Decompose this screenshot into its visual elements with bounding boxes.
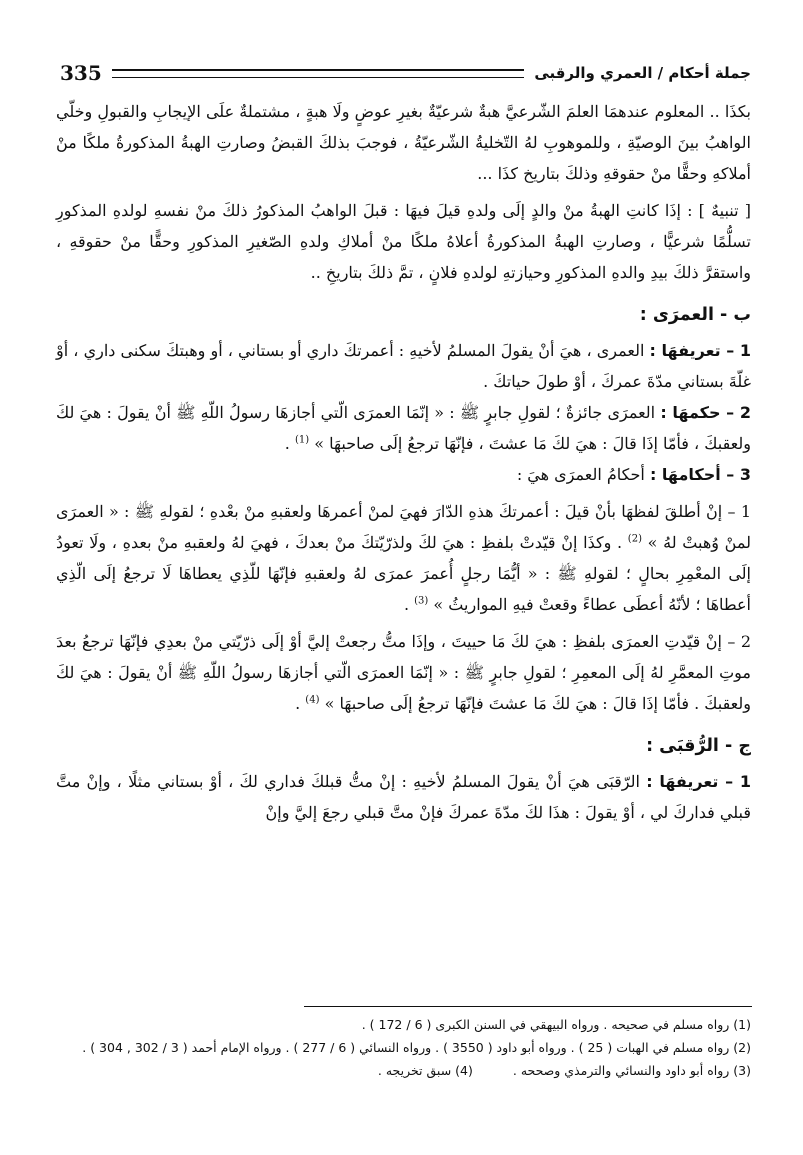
umra-rules-text: أحكامُ العمرَى هيَ : <box>516 465 645 484</box>
footnote-separator <box>304 1006 752 1007</box>
body-text <box>56 96 751 828</box>
umra-rule-2-text: 2 – إنْ قيّدتِ العمرَى بلفظِ : هيَ لكَ مَا حييتَ ، وإذَا متُّ رجعتْ إليَّ أوْ إلَى ذرّيّتي منْ بعدِي فإنّهَا ترجعُ بعدَ موتِ المعمَّرِ لهُ إلَى المعمِرِ ؛ لقولِ جابرٍ ﷺ : « إنّمَا العمرَى الّتي أجازهَا رسولُ اللّهِ ﷺ أنْ يقولَ : هيَ لكَ ولعقبكَ . فأمّا إذَا قالَ : هيَ لكَ مَا عشتَ فإنّهَا ترجعُ إلَى صاحبهَا » <box>56 632 751 713</box>
umra-ruling-lead: 2 – حكمهَا : <box>660 403 751 422</box>
umra-rule-2: 2 – إنْ قيّدتِ العمرَى بلفظِ : هيَ لكَ مَا حييتَ ، وإذَا متُّ رجعتْ إليَّ أوْ إلَى ذرّيّتي منْ بعدِي فإنّهَا ترجعُ بعدَ موتِ المعمَّرِ لهُ إلَى المعمِرِ ؛ لقولِ جابرٍ ﷺ : « إنّمَا العمرَى الّتي أجازهَا رسولُ اللّهِ ﷺ أنْ يقولَ : هيَ لكَ ولعقبكَ . فأمّا إذَا قالَ : هيَ لكَ مَا عشتَ فإنّهَا ترجعُ إلَى صاحبهَا » $^{(4)}$ . <box>56 632 751 713</box>
intro-paragraph: بكذَا .. المعلوم عندهمَا العلمَ الشّرعيَّ هبةٌ شرعيّةٌ بغيرِ عوضٍ ولَا هبةٍ ، مشتملةٌ علَى الإيجابِ والقبولِ وخلّي الواهبُ بينَ الوصيّةِ ، وللموهوبِ لهُ التّخليةُ الشّرعيّةُ ، فوجبَ بذلكَ القبضُ وصارتِ الهبةُ المذكورةُ ملكًا منْ أملاكهِ وحقًّا منْ حقوقهِ وذلكَ بتاريخ كذَا ... <box>56 102 751 183</box>
header-rule <box>112 69 525 78</box>
footnote-row-3-4 <box>56 1059 751 1082</box>
footnote-1: (1) رواه مسلم في صحيحه . ورواه البيهقي في السنن الكبرى ( 6 / 172 ) . <box>361 1017 751 1032</box>
footnote-ref-3: (3) <box>414 595 429 607</box>
umra-ruling-text: العمرَى جائزةٌ ؛ لقولِ جابرٍ ﷺ : « إنّمَا العمرَى الّتي أجازهَا رسولُ اللّهِ ﷺ أنْ يقولَ : هيَ لكَ ولعقبكَ ، فأمّا إذَا قالَ : هيَ لكَ مَا عشتَ ، فإنّهَا ترجعُ إلَى صاحبهَا » <box>56 403 751 453</box>
umra-rule-1-text-b: . وكذَا إنْ قيّدتْ بلفظِ : هيَ لكَ ولذرّيّتكَ منْ بعدكَ ، فهيَ لهُ ولعقبهِ منْ بعدهِ ، ولَا تعودُ إلَى المعْمِرِ بحالٍ ؛ لقولهِ ﷺ : « أيُّمَا رجلٍ أُعمرَ عمرَى لهُ ولعقبهِ فإنّهَا للّذِي يعطاهَا لَا ترجعُ إلَى الّذِي أعطاهَا ؛ لأنّهُ أعطَى عطاءً وقعتْ فيهِ المواريثُ » <box>56 533 751 614</box>
umra-rule-1: 1 – إنْ أطلقَ لفظهَا بأنْ قيلَ : أعمرتكَ هذهِ الدّارَ فهيَ لمنْ أعمرهَا ولعقبهِ منْ بعْدهِ ؛ لقولهِ ﷺ : « العمرَى لمنْ وُهبتْ لهُ » $^{(2)}$ . وكذَا إنْ قيّدتْ بلفظِ : هيَ لكَ ولذرّيّتكَ منْ بعدكَ ، فهيَ لهُ ولعقبهِ منْ بعدهِ ، ولَا تعودُ إلَى المعْمِرِ بحالٍ ؛ لقولهِ ﷺ : « أيُّمَا رجلٍ أُعمرَ عمرَى لهُ ولعقبهِ فإنّهَا للّذِي يعطاهَا لَا ترجعُ إلَى الّذِي أعطاهَا ؛ لأنّهُ أعطَى عطاءً وقعتْ فيهِ المواريثُ » $^{(3)}$ . <box>56 502 751 614</box>
ruqba-definition-lead: 1 – تعريفهَا : <box>646 772 752 791</box>
footnote-ref-2: (2) <box>627 533 642 545</box>
notice-paragraph: [ تنبيهٌ ] : إذَا كانتِ الهبةُ منْ والدٍ إلَى ولدهِ قيلَ فيهَا : قبلَ الواهبُ المذكورُ ذلكَ منْ نفسهِ لولدهِ المذكورِ تسلُّمًا شرعيًّا ، وصارتِ الهبةُ المذكورةُ أعلاهُ ملكًا منْ أملاكِ ولدهِ الصّغيرِ المذكورِ وحقًّا منْ حقوقهِ ، واستقرَّ ذلكَ بيدِ والدهِ المذكورِ وحيازتهِ لولدهِ فلانٍ ، تمَّ ذلكَ بتاريخِ .. <box>56 201 751 282</box>
umra-definition-text: العمرى ، هيَ أنْ يقولَ المسلمُ لأخيهِ : أعمرتكَ داري أو بستاني ، أو وهبتكَ سكنى داري ، أوْ غلّةَ بستاني مدّةَ عمركَ ، أوْ طولَ حياتكَ . <box>56 341 751 391</box>
footnote-ref-1: (1) <box>294 434 310 446</box>
footnote-ref-4: (4) <box>305 694 320 706</box>
ruqba-heading: ج - الرُّقبَى : <box>646 736 751 756</box>
umra-definition-lead: 1 – تعريفهَا : <box>649 341 751 360</box>
running-header <box>60 56 751 90</box>
footnote-2: (2) رواه مسلم في الهبات ( 25 ) . ورواه أبو داود ( 3550 ) . ورواه النسائي ( 6 / 277 ) . ورواه الإمام أحمد ( 3 / 302 , 304 ) . <box>82 1040 751 1055</box>
umra-rules <box>56 459 751 490</box>
page-number: 335 <box>60 61 102 85</box>
umra-rule-1-text: 1 – إنْ أطلقَ لفظهَا بأنْ قيلَ : أعمرتكَ هذهِ الدّارَ فهيَ لمنْ أعمرهَا ولعقبهِ منْ بعْدهِ ؛ لقولهِ ﷺ : « العمرَى لمنْ وُهبتْ لهُ » <box>56 502 751 552</box>
footnote-4: (4) سبق تخريجه . <box>377 1063 473 1078</box>
ruqba-definition <box>56 766 751 828</box>
ruqba-definition-text: الرّقبَى هيَ أنْ يقولَ المسلمُ لأخيهِ : إنْ متُّ قبلكَ فداري لكَ ، أوْ بستاني مثلًا ، وإنْ متَّ قبلي فداركَ لي ، أوْ يقولَ : هذَا لكَ مدّةَ عمركَ فإنْ متَّ قبلي رجعَ إليَّ وإنْ <box>56 772 751 822</box>
umra-heading: ب - العمرَى : <box>639 305 751 325</box>
umra-ruling: 2 – حكمهَا : العمرَى جائزةٌ ؛ لقولِ جابرٍ ﷺ : « إنّمَا العمرَى الّتي أجازهَا رسولُ اللّهِ ﷺ أنْ يقولَ : هيَ لكَ ولعقبكَ ، فأمّا إذَا قالَ : هيَ لكَ مَا عشتَ ، فإنّهَا ترجعُ إلَى صاحبهَا » $^{(1)}$ . <box>56 403 751 453</box>
umra-definition <box>56 335 751 397</box>
footnote-3: (3) رواه أبو داود والنسائي والترمذي وصححه . <box>512 1063 751 1078</box>
running-title: جملة أحكام / العمري والرقبى <box>534 64 751 82</box>
footnotes <box>56 1013 751 1082</box>
umra-rules-lead: 3 – أحكامهَا : <box>649 465 751 484</box>
